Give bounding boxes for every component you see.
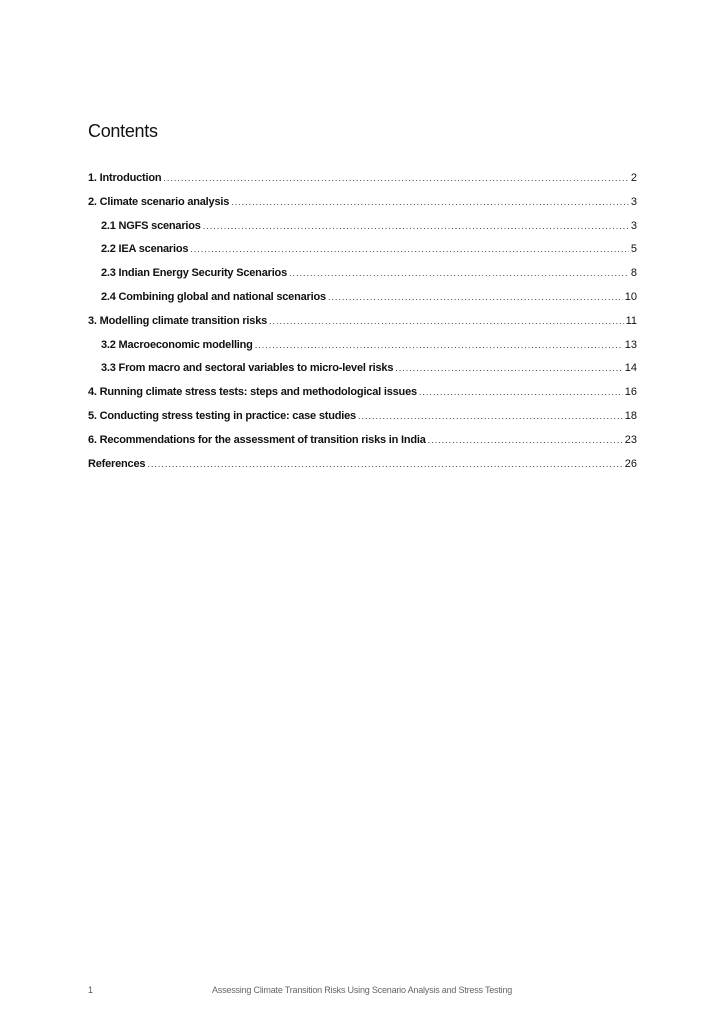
toc-entry-page: 26: [624, 457, 637, 470]
toc-leader-dots: [269, 316, 624, 326]
toc-entry-title: 3.2 Macroeconomic modelling: [101, 338, 253, 351]
toc-entry-title: 3.3 From macro and sectoral variables to micro-level risks: [101, 362, 394, 375]
toc-entry-page: 11: [625, 314, 637, 327]
toc-entry-macroeconomic-modelling[interactable]: [88, 339, 637, 363]
toc-entry-title: References: [88, 457, 146, 470]
table-of-contents: [88, 172, 637, 481]
toc-entry-page: 14: [624, 362, 637, 375]
toc-entry-page: 10: [624, 290, 637, 303]
toc-entry-page: 23: [624, 433, 637, 446]
toc-entry-page: 3: [630, 195, 637, 208]
toc-entry-title: 6. Recommendations for the assessment of transition risks in India: [88, 433, 426, 446]
toc-entry-title: 2.1 NGFS scenarios: [101, 219, 201, 232]
toc-entry-combining-scenarios[interactable]: [88, 291, 637, 315]
toc-leader-dots: [328, 292, 623, 302]
toc-entry-page: 2: [630, 172, 637, 184]
toc-entry-title: 2.2 IEA scenarios: [101, 243, 189, 256]
toc-leader-dots: [358, 411, 623, 421]
toc-entry-page: 5: [630, 243, 637, 256]
toc-leader-dots: [419, 387, 623, 397]
toc-entry-title: 1. Introduction: [88, 172, 162, 184]
toc-entry-modelling-transition-risks[interactable]: [88, 315, 637, 339]
toc-entry-page: 13: [624, 338, 637, 351]
toc-entry-page: 18: [624, 409, 637, 422]
toc-entry-title: 5. Conducting stress testing in practice: case studies: [88, 409, 356, 422]
toc-leader-dots: [147, 459, 622, 469]
toc-entry-title: 4. Running climate stress tests: steps and methodological issues: [88, 386, 417, 399]
toc-entry-title: 2.4 Combining global and national scenarios: [101, 290, 326, 303]
toc-leader-dots: [289, 268, 629, 278]
toc-entry-references[interactable]: [88, 458, 637, 482]
toc-heading: Contents: [88, 121, 158, 141]
toc-leader-dots: [231, 197, 629, 207]
toc-entry-page: 3: [630, 219, 637, 232]
toc-leader-dots: [395, 363, 622, 373]
toc-entry-title: 2. Climate scenario analysis: [88, 195, 230, 208]
toc-entry-ngfs-scenarios[interactable]: [88, 220, 637, 244]
toc-leader-dots: [190, 244, 629, 254]
toc-entry-climate-scenario-analysis[interactable]: [88, 196, 637, 220]
toc-entry-case-studies[interactable]: [88, 410, 637, 434]
toc-leader-dots: [255, 340, 623, 350]
toc-entry-page: 8: [630, 267, 637, 280]
footer-document-title: Assessing Climate Transition Risks Using Scenario Analysis and Stress Testing: [212, 985, 513, 995]
toc-entry-indian-energy-security-scenarios[interactable]: [88, 267, 637, 291]
toc-leader-dots: [163, 173, 628, 183]
toc-entry-introduction[interactable]: [88, 172, 637, 196]
footer-page-number: 1: [88, 985, 94, 995]
toc-entry-iea-scenarios[interactable]: [88, 243, 637, 267]
toc-entry-title: 2.3 Indian Energy Security Scenarios: [101, 267, 287, 280]
toc-leader-dots: [428, 435, 623, 445]
toc-entry-title: 3. Modelling climate transition risks: [88, 314, 268, 327]
toc-entry-recommendations[interactable]: [88, 434, 637, 458]
toc-leader-dots: [203, 221, 629, 231]
toc-entry-micro-level-risks[interactable]: [88, 362, 637, 386]
toc-entry-running-stress-tests[interactable]: [88, 386, 637, 410]
toc-entry-page: 16: [624, 386, 637, 399]
